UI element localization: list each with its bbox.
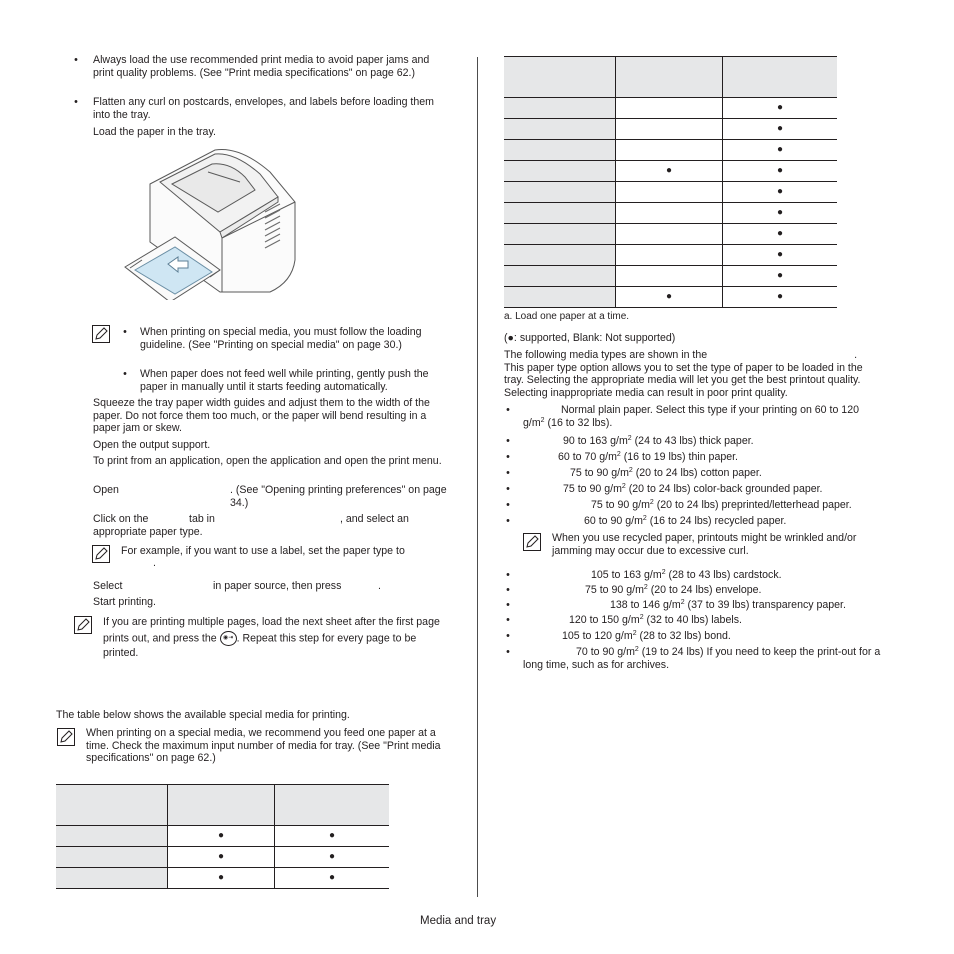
table-row	[504, 266, 837, 287]
table-row	[56, 826, 389, 847]
row-label-cell	[504, 182, 616, 203]
media-type-text: 60 to 90 g/m	[584, 515, 643, 527]
note-text-part: . Repeat this step for every page to be printed.	[103, 631, 417, 660]
media-type-text: 70 to 90 g/m	[576, 646, 635, 658]
support-cell: ●	[723, 161, 838, 182]
media-type-text: (28 to 32 lbs) bond.	[636, 630, 731, 642]
media-type-text: 75 to 90 g/m	[591, 499, 650, 511]
superscript: 2	[649, 499, 654, 506]
bullet-marker: •	[506, 404, 510, 416]
bullet-marker: •	[506, 599, 510, 611]
note-pencil-icon	[56, 727, 76, 747]
bullet-marker: •	[506, 614, 510, 626]
media-type-text: (16 to 32 lbs).	[544, 416, 613, 429]
superscript: 2	[616, 451, 621, 458]
note-text: When printing on special media, you must follow the loading guideline. (See "Printing on special media" on page 30.)	[140, 326, 422, 351]
row-label-cell	[504, 287, 616, 308]
table-row	[504, 287, 837, 308]
media-type-text: (24 to 43 lbs) thick paper.	[631, 435, 754, 447]
support-cell: ●	[723, 98, 838, 119]
support-cell	[616, 266, 723, 287]
step-load-paper: Load the paper in the tray.	[93, 126, 216, 138]
note-text-tail: .	[153, 557, 156, 569]
media-intro	[504, 349, 864, 399]
note-pencil-icon	[91, 544, 111, 564]
superscript: 2	[628, 467, 633, 474]
bullet-marker: •	[123, 368, 127, 380]
superscript: 2	[621, 483, 626, 490]
superscript: 2	[643, 584, 648, 591]
media-type-item	[584, 515, 786, 528]
note-text-part: If you are printing multiple pages, load the next sheet after the first page prints out, and press the	[103, 616, 440, 644]
row-label-cell	[56, 847, 168, 868]
media-type-text: 138 to 146 g/m	[610, 599, 681, 611]
support-cell: ●	[275, 847, 390, 868]
bullet-marker: •	[506, 646, 510, 658]
support-cell	[616, 119, 723, 140]
bullet-marker: •	[506, 569, 510, 581]
media-type-item	[523, 404, 875, 429]
media-type-text: 120 to 150 g/m	[569, 614, 640, 626]
row-label-cell	[504, 224, 616, 245]
bullet-marker: •	[506, 451, 510, 463]
special-media-intro: The table below shows the available special media for printing.	[56, 709, 350, 721]
media-type-item	[563, 435, 754, 448]
table-row	[504, 98, 837, 119]
step-open-app: To print from an application, open the application and open the print menu.	[93, 455, 442, 467]
media-type-text: (16 to 19 lbs) thin paper.	[620, 451, 739, 463]
support-cell	[616, 203, 723, 224]
step-select-source: Select	[93, 580, 123, 592]
step-squeeze-guides: Squeeze the tray paper width guides and adjust them to the width of the paper. Do not force them too much, or the paper will bend resulting in a paper jam or skew.	[93, 397, 430, 435]
media-type-text: 75 to 90 g/m	[570, 467, 629, 479]
support-cell: ●	[723, 245, 838, 266]
bullet-marker: •	[506, 483, 510, 495]
superscript: 2	[634, 646, 639, 653]
bullet-marker: •	[506, 435, 510, 447]
row-label-cell	[504, 266, 616, 287]
table-footnote: a. Load one paper at a time.	[504, 311, 630, 322]
table-row	[504, 224, 837, 245]
special-media-table	[56, 784, 389, 889]
support-cell: ●	[616, 161, 723, 182]
row-label-cell	[504, 245, 616, 266]
media-type-item	[585, 584, 761, 597]
step-select-source-tail: .	[378, 580, 381, 592]
superscript: 2	[627, 435, 632, 442]
media-type-text: (20 to 24 lbs) color-back grounded paper.	[625, 483, 823, 495]
superscript: 2	[680, 599, 685, 606]
media-type-text: 60 to 70 g/m	[558, 451, 617, 463]
media-type-text: 105 to 163 g/m	[591, 569, 662, 581]
media-type-item	[610, 599, 846, 612]
support-cell: ●	[616, 287, 723, 308]
media-type-text: 90 to 163 g/m	[563, 435, 628, 447]
media-intro-part: The following media types are shown in the	[504, 349, 708, 361]
step-click-tab-tail: , and select an appropriate paper type.	[93, 513, 409, 538]
support-cell	[616, 245, 723, 266]
support-cell	[616, 182, 723, 203]
media-support-table	[504, 56, 837, 308]
page-footer: Media and tray	[420, 915, 497, 927]
row-label-cell	[56, 826, 168, 847]
media-type-item	[591, 499, 852, 512]
support-cell: ●	[168, 868, 275, 889]
step-click-tab-mid: tab in	[189, 513, 215, 525]
support-cell: ●	[168, 826, 275, 847]
note-pencil-icon	[73, 615, 93, 635]
note-text: When printing on a special media, we recommend you feed one paper at a time. Check the maximum input number of media for tray. (See "Print media specifications" on page 62.)	[86, 727, 441, 765]
media-type-text: (32 to 40 lbs) labels.	[643, 614, 742, 626]
bullet-marker: •	[74, 96, 78, 108]
bullet-marker: •	[123, 326, 127, 338]
media-type-text: (16 to 24 lbs) recycled paper.	[646, 515, 787, 527]
bullet-marker: •	[506, 499, 510, 511]
row-label-cell	[56, 868, 168, 889]
media-type-text: (37 to 39 lbs) transparency paper.	[684, 599, 846, 611]
table-row	[56, 847, 389, 868]
media-type-item	[563, 483, 823, 496]
superscript: 2	[632, 630, 637, 637]
media-intro-part: . This paper type option allows you to set the type of paper to be loaded in the tray. Selecting the appropriate media will let you get the best printout quality. Selecting inappropriate media can result in poor print quality.	[504, 349, 863, 399]
step-open-prefs-tail: . (See "Opening printing preferences" on page 34.)	[230, 484, 447, 509]
row-label-cell	[504, 119, 616, 140]
row-label-cell	[504, 98, 616, 119]
bullet-marker: •	[506, 630, 510, 642]
note-text: For example, if you want to use a label, set the paper type to	[121, 545, 405, 557]
support-cell: ●	[723, 119, 838, 140]
table-row	[56, 868, 389, 889]
table-row	[504, 182, 837, 203]
step-start-printing: Start printing.	[93, 596, 157, 608]
support-cell: ●	[275, 868, 390, 889]
note-pencil-icon	[91, 324, 111, 344]
media-type-text: (19 to 24 lbs) If you need to keep the print-out for a long time, such as for archives.	[523, 646, 881, 671]
table-header	[56, 785, 389, 826]
note-text: When paper does not feed well while printing, gently push the paper in manually until it starts feeding automatically.	[140, 368, 429, 393]
media-type-item	[569, 614, 742, 627]
support-cell	[616, 224, 723, 245]
support-cell: ●	[275, 826, 390, 847]
media-type-item	[570, 467, 762, 480]
media-type-text: 105 to 120 g/m	[562, 630, 633, 642]
superscript: 2	[661, 569, 666, 576]
bullet-marker: •	[506, 584, 510, 596]
table-row	[504, 119, 837, 140]
superscript: 2	[540, 416, 545, 424]
media-type-text: 75 to 90 g/m	[585, 584, 644, 596]
media-type-item	[562, 630, 731, 643]
tip-bullet-text: Always load the use recommended print media to avoid paper jams and print quality problems. (See "Print media specifications" on page 62.)	[93, 54, 430, 79]
bullet-marker: •	[506, 515, 510, 527]
media-type-text: (20 to 24 lbs) envelope.	[647, 584, 762, 596]
table-row	[504, 203, 837, 224]
row-label-cell	[504, 140, 616, 161]
superscript: 2	[639, 614, 644, 621]
support-cell	[616, 98, 723, 119]
support-cell: ●	[723, 224, 838, 245]
table-header	[504, 57, 837, 98]
step-select-source-mid: in paper source, then press	[213, 580, 342, 592]
media-type-text: Normal plain paper. Select this type if your printing on 60 to 120 g/m	[523, 404, 859, 429]
bullet-marker: •	[74, 54, 78, 66]
step-click-tab: Click on the	[93, 513, 149, 525]
table-legend: (●: supported, Blank: Not supported)	[504, 332, 676, 344]
support-cell: ●	[723, 203, 838, 224]
note-pencil-icon	[522, 532, 542, 552]
recycled-note-text: When you use recycled paper, printouts might be wrinkled and/or jamming may occur due to excessive curl.	[552, 532, 857, 557]
row-label-cell	[504, 161, 616, 182]
bullet-marker: •	[506, 467, 510, 479]
support-cell: ●	[723, 182, 838, 203]
row-label-cell	[504, 203, 616, 224]
column-divider	[477, 57, 478, 897]
support-cell: ●	[168, 847, 275, 868]
cancel-button-icon: ◉⇥	[220, 631, 237, 646]
support-cell: ●	[723, 140, 838, 161]
superscript: 2	[642, 515, 647, 522]
table-row	[504, 161, 837, 182]
step-open-output: Open the output support.	[93, 439, 211, 451]
media-type-text: 75 to 90 g/m	[563, 483, 622, 495]
note-text	[103, 615, 451, 662]
printer-illustration	[120, 142, 298, 300]
table-row	[504, 140, 837, 161]
table-row	[504, 245, 837, 266]
support-cell: ●	[723, 287, 838, 308]
support-cell: ●	[723, 266, 838, 287]
media-type-text: (28 to 43 lbs) cardstock.	[665, 569, 782, 581]
media-type-item	[558, 451, 738, 464]
media-type-item	[591, 569, 782, 582]
media-type-text: (20 to 24 lbs) cotton paper.	[632, 467, 762, 479]
tip-bullet-text: Flatten any curl on postcards, envelopes, and labels before loading them into the tray.	[93, 96, 434, 121]
media-type-item	[523, 646, 893, 671]
media-type-text: (20 to 24 lbs) preprinted/letterhead paper.	[653, 499, 852, 511]
support-cell	[616, 140, 723, 161]
step-open-prefs: Open	[93, 484, 119, 496]
